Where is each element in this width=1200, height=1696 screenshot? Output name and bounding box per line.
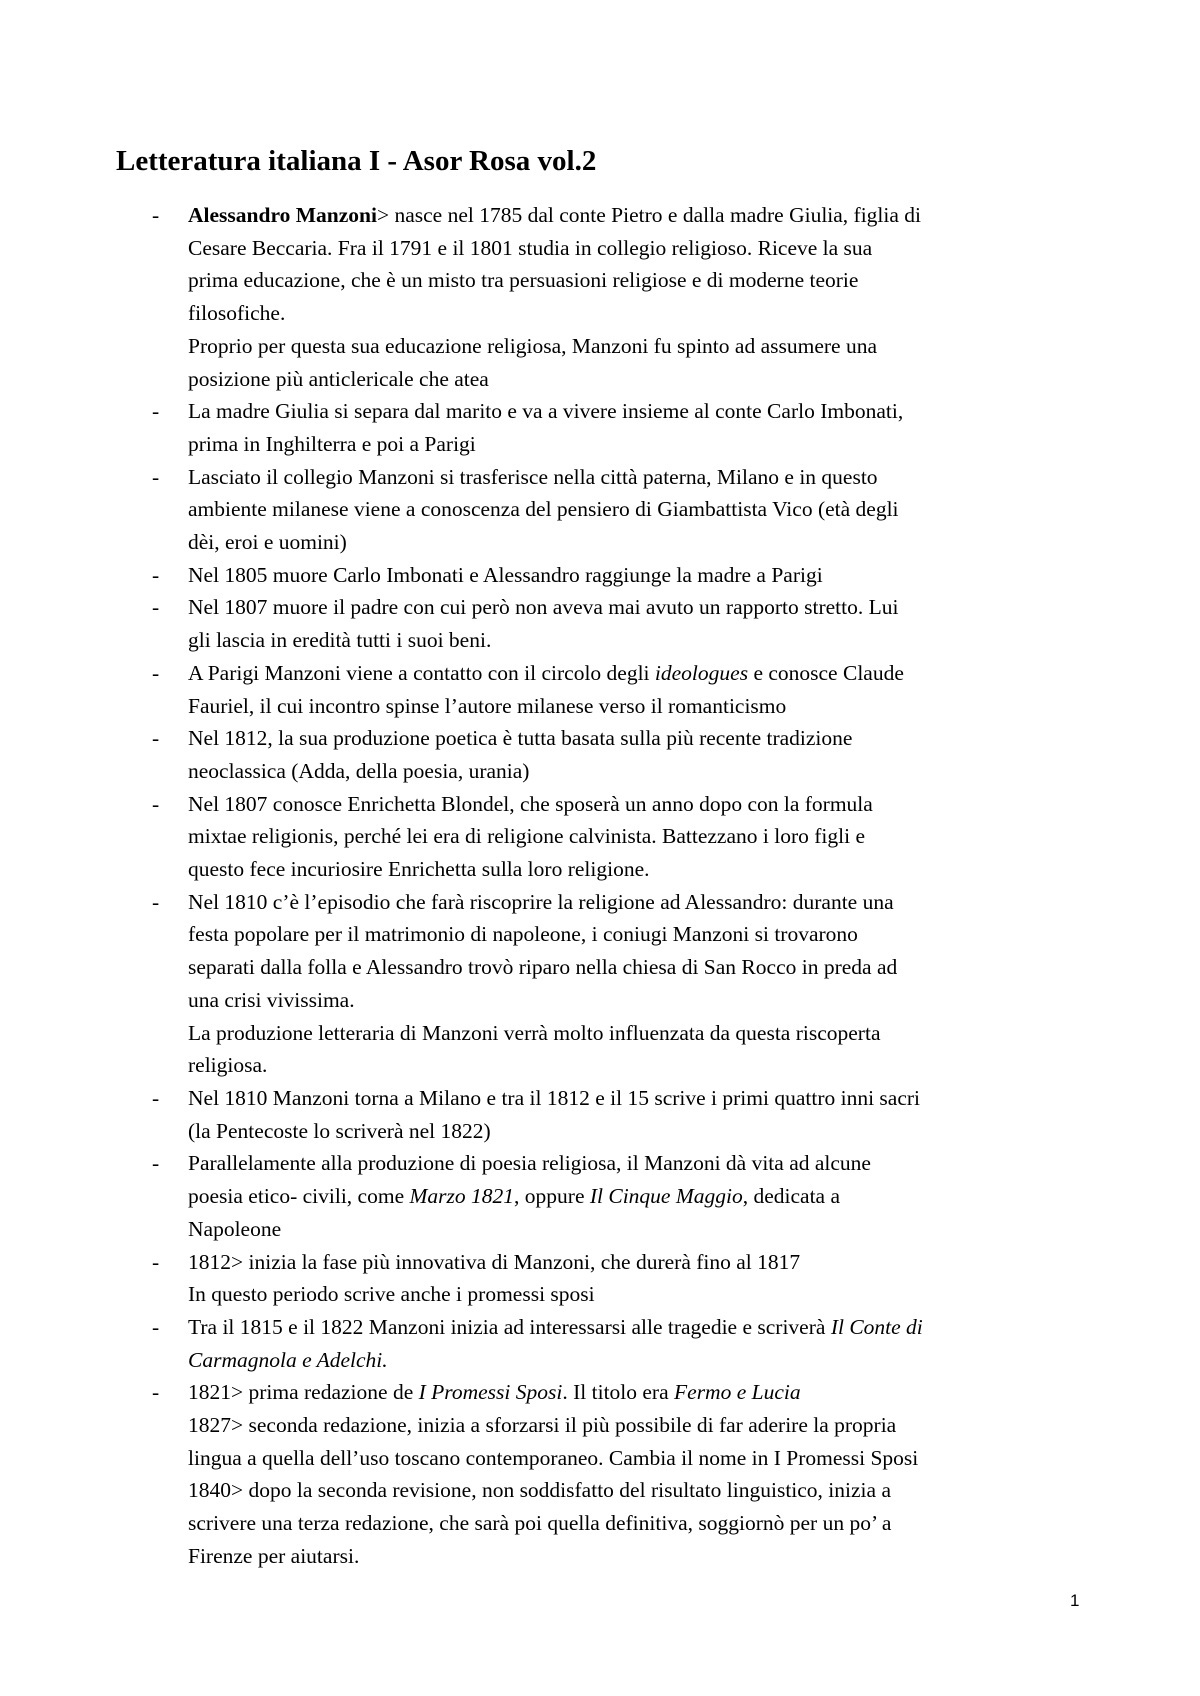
text-line xyxy=(188,853,1102,886)
text-line xyxy=(188,1311,1102,1344)
text-run: Nel 1810 c’è l’episodio che farà riscoprire la religione ad Alessandro: durante una xyxy=(188,889,894,914)
bullet-list xyxy=(152,199,1102,1573)
text-run: 1827> seconda redazione, inizia a sforzarsi il più possibile di far aderire la propria xyxy=(188,1413,897,1438)
list-item xyxy=(152,461,1102,559)
text-run: Nel 1807 conosce Enrichetta Blondel, che sposerà un anno dopo con la formula xyxy=(188,791,873,816)
text-run: festa popolare per il matrimonio di napoleone, i coniugi Manzoni si trovarono xyxy=(188,922,858,947)
text-run: Nel 1807 muore il padre con cui però non aveva mai avuto un rapporto stretto. Lui xyxy=(188,595,899,620)
bold-text: Alessandro Manzoni xyxy=(188,203,377,227)
text-run: dèi, eroi e uomini) xyxy=(188,530,347,555)
text-run: mixtae religionis, perché lei era di religione calvinista. Battezzano i loro figli e xyxy=(188,824,865,849)
text-run: ambiente milanese viene a conoscenza del pensiero di Giambattista Vico (età degli xyxy=(188,497,899,522)
text-run: . Il titolo era xyxy=(562,1380,675,1405)
text-line xyxy=(188,657,1102,690)
list-item xyxy=(152,1082,1102,1147)
text-line xyxy=(188,1213,1102,1246)
text-line xyxy=(188,1278,1102,1311)
text-run: questo fece incuriosire Enrichetta sulla loro religione. xyxy=(188,857,650,882)
text-line xyxy=(188,1180,1102,1213)
text-run: La produzione letteraria di Manzoni verrà molto influenzata da questa riscoperta xyxy=(188,1020,881,1045)
list-item xyxy=(152,886,1102,1082)
bullet-dash: - xyxy=(152,660,160,685)
text-line xyxy=(188,199,1102,232)
text-line xyxy=(188,951,1102,984)
text-line xyxy=(188,1017,1102,1050)
text-run: Firenze per aiutarsi. xyxy=(188,1543,360,1568)
text-run: scrivere una terza redazione, che sarà poi quella definitiva, soggiornò per un po’ a xyxy=(188,1511,892,1536)
text-line xyxy=(188,1049,1102,1082)
text-line xyxy=(188,690,1102,723)
text-run: 1840> dopo la seconda revisione, non soddisfatto del risultato linguistico, inizia a xyxy=(188,1478,891,1503)
bullet-dash: - xyxy=(152,1249,160,1274)
text-line xyxy=(188,1147,1102,1180)
text-run: Cesare Beccaria. Fra il 1791 e il 1801 studia in collegio religioso. Riceve la sua xyxy=(188,235,873,260)
text-line xyxy=(188,395,1102,428)
text-run: separati dalla folla e Alessandro trovò riparo nella chiesa di San Rocco in preda ad xyxy=(188,955,898,980)
text-run: prima educazione, che è un misto tra persuasioni religiose e di moderne teorie xyxy=(188,268,859,293)
text-run: Lasciato il collegio Manzoni si trasferisce nella città paterna, Milano e in questo xyxy=(188,464,878,489)
bullet-dash: - xyxy=(152,203,160,227)
text-line xyxy=(188,363,1102,396)
text-line xyxy=(188,722,1102,755)
text-line xyxy=(188,330,1102,363)
bullet-dash: - xyxy=(152,1085,160,1110)
text-line xyxy=(188,1376,1102,1409)
text-line xyxy=(188,1474,1102,1507)
text-run: una crisi vivissima. xyxy=(188,987,355,1012)
list-item xyxy=(152,1246,1102,1311)
text-run: e conosce Claude xyxy=(748,660,904,685)
text-run: > nasce nel 1785 dal conte Pietro e dalla madre Giulia, figlia di xyxy=(376,203,922,227)
text-run: A Parigi Manzoni viene a contatto con il circolo degli xyxy=(188,660,655,685)
text-line xyxy=(188,461,1102,494)
text-line xyxy=(188,984,1102,1017)
text-run: religiosa. xyxy=(188,1053,268,1078)
bullet-dash: - xyxy=(152,791,160,816)
italic-text: I Promessi Sposi xyxy=(418,1380,563,1405)
text-line xyxy=(188,755,1102,788)
text-run: Proprio per questa sua educazione religiosa, Manzoni fu spinto ad assumere una xyxy=(188,333,877,358)
text-line xyxy=(188,559,1102,592)
text-line xyxy=(188,526,1102,559)
text-run: lingua a quella dell’uso toscano contemporaneo. Cambia il nome in I Promessi Sposi xyxy=(188,1445,919,1470)
list-item xyxy=(152,591,1102,656)
bullet-dash: - xyxy=(152,464,160,489)
bullet-dash: - xyxy=(152,562,160,587)
text-line xyxy=(188,1540,1102,1573)
bullet-dash: - xyxy=(152,595,160,620)
text-run: Fauriel, il cui incontro spinse l’autore milanese verso il romanticismo xyxy=(188,693,787,718)
text-line xyxy=(188,232,1102,265)
text-run: Nel 1805 muore Carlo Imbonati e Alessandro raggiunge la madre a Parigi xyxy=(188,562,823,587)
text-line xyxy=(188,1507,1102,1540)
text-run: (la Pentecoste lo scriverà nel 1822) xyxy=(188,1118,491,1143)
text-line xyxy=(188,1442,1102,1475)
italic-text: Il Cinque Maggio xyxy=(589,1184,743,1209)
text-line xyxy=(188,1082,1102,1115)
text-line xyxy=(188,1246,1102,1279)
text-run: 1821> prima redazione de xyxy=(188,1380,419,1405)
text-line xyxy=(188,493,1102,526)
text-line xyxy=(188,886,1102,919)
text-line xyxy=(188,1115,1102,1148)
text-run: 1812> inizia la fase più innovativa di Manzoni, che durerà fino al 1817 xyxy=(188,1249,801,1274)
list-item xyxy=(152,559,1102,592)
italic-text: ideologues xyxy=(654,660,749,685)
italic-text: Fermo e Lucia xyxy=(674,1380,801,1405)
text-line xyxy=(188,428,1102,461)
italic-text: Marzo 1821 xyxy=(409,1184,515,1209)
text-line xyxy=(188,820,1102,853)
bullet-dash: - xyxy=(152,1314,160,1339)
page-title: Letteratura italiana I - Asor Rosa vol.2 xyxy=(116,145,597,177)
text-line xyxy=(188,624,1102,657)
bullet-dash: - xyxy=(152,889,160,914)
bullet-dash: - xyxy=(152,399,160,424)
text-line xyxy=(188,264,1102,297)
text-run: poesia etico- civili, come xyxy=(188,1184,410,1209)
text-run: Nel 1812, la sua produzione poetica è tutta basata sulla più recente tradizione xyxy=(188,726,853,751)
text-line xyxy=(188,1344,1102,1377)
text-run: Napoleone xyxy=(188,1216,282,1241)
list-item xyxy=(152,657,1102,722)
text-run: Tra il 1815 e il 1822 Manzoni inizia ad interessarsi alle tragedie e scriverà xyxy=(188,1314,831,1339)
italic-text: Il Conte di xyxy=(830,1314,923,1339)
text-line xyxy=(188,918,1102,951)
text-run: neoclassica (Adda, della poesia, urania) xyxy=(188,758,530,783)
list-item xyxy=(152,1311,1102,1376)
text-line xyxy=(188,591,1102,624)
text-line xyxy=(188,1409,1102,1442)
list-item xyxy=(152,199,1102,395)
list-item xyxy=(152,395,1102,460)
text-run: , oppure xyxy=(514,1184,590,1209)
text-run: La madre Giulia si separa dal marito e va a vivere insieme al conte Carlo Imbonati, xyxy=(188,399,904,424)
text-run: posizione più anticlericale che atea xyxy=(188,366,489,391)
text-line xyxy=(188,788,1102,821)
text-run: , dedicata a xyxy=(742,1184,841,1209)
text-run: Parallelamente alla produzione di poesia religiosa, il Manzoni dà vita ad alcune xyxy=(188,1151,871,1176)
list-item xyxy=(152,788,1102,886)
italic-text: Carmagnola e Adelchi. xyxy=(188,1347,388,1372)
text-run: Nel 1810 Manzoni torna a Milano e tra il 1812 e il 15 scrive i primi quattro inni sacri xyxy=(188,1085,921,1110)
list-item xyxy=(152,722,1102,787)
page-number: 1 xyxy=(1070,1591,1080,1610)
bullet-dash: - xyxy=(152,1380,160,1405)
text-run: In questo periodo scrive anche i promessi sposi xyxy=(188,1282,595,1307)
text-line xyxy=(188,297,1102,330)
bullet-dash: - xyxy=(152,726,160,751)
text-run: gli lascia in eredità tutti i suoi beni. xyxy=(188,628,492,653)
bullet-dash: - xyxy=(152,1151,160,1176)
text-run: prima in Inghilterra e poi a Parigi xyxy=(188,431,476,456)
list-item xyxy=(152,1147,1102,1245)
text-run: filosofiche. xyxy=(188,301,286,326)
list-item xyxy=(152,1376,1102,1572)
